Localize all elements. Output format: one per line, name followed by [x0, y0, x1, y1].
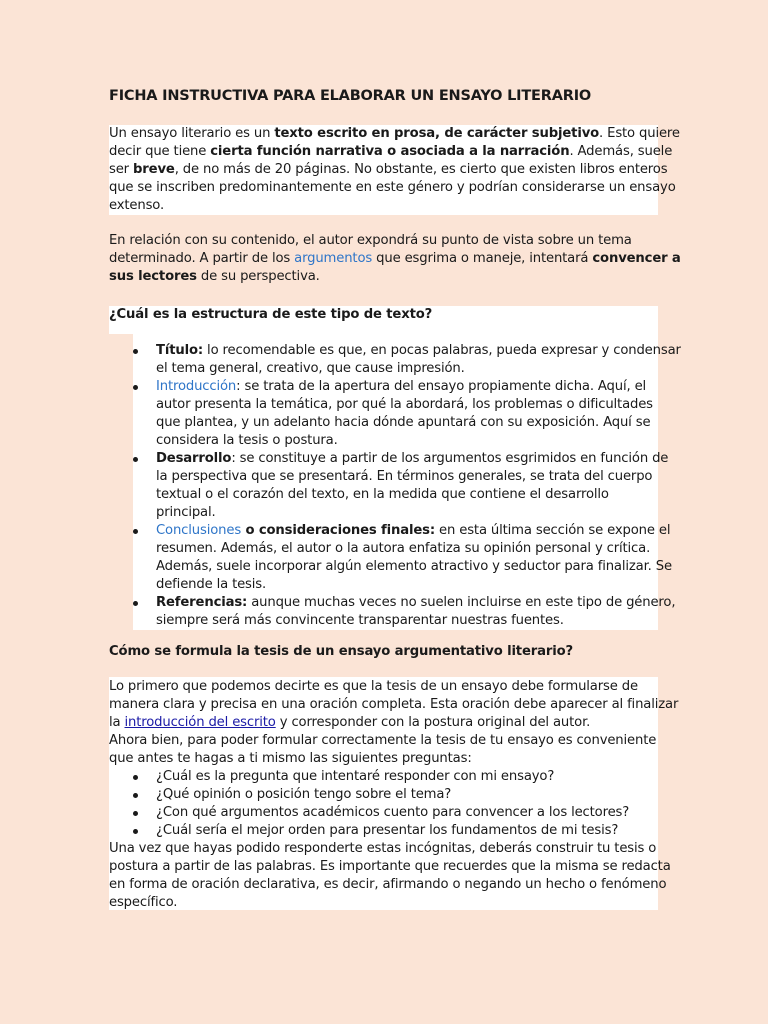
tesis-text: manera clara y precisa en una oración completa. Esta oración debe aparecer al finalizar [109, 697, 679, 712]
bullet-icon [133, 529, 138, 534]
item-label: o consideraciones finales: [241, 523, 435, 538]
tesis-text: y corresponder con la postura original del autor. [275, 715, 591, 730]
contenido-text: que esgrima o maneje, intentará [372, 251, 593, 266]
item-text: el tema general, creativo, que cause impresión. [156, 361, 465, 376]
tesis-text: postura a partir de las palabras. Es importante que recuerdes que la misma se redacta [109, 859, 671, 874]
tesis-text: Lo primero que podemos decirte es que la tesis de un ensayo debe formularse de [109, 679, 638, 694]
intro-text: que se inscriben predominantemente en este género y podrían considerarse un ensayo [109, 180, 676, 195]
question-item: ¿Cuál sería el mejor orden para presentar los fundamentos de mi tesis? [109, 822, 658, 840]
item-text: siempre será más convincente transparentar nuestras fuentes. [156, 613, 564, 628]
document-title: FICHA INSTRUCTIVA PARA ELABORAR UN ENSAYO LITERARIO [109, 88, 592, 104]
question-item: ¿Qué opinión o posición tengo sobre el tema? [109, 786, 658, 804]
estructura-heading: ¿Cuál es la estructura de este tipo de texto? [109, 306, 658, 334]
item-text: autor presenta la temática, por qué la abordará, los problemas o dificultades [156, 397, 653, 412]
item-text: que plantea, y un adelanto hacia dónde apuntará con su exposición. Aquí se [156, 415, 651, 430]
item-text: defiende la tesis. [156, 577, 267, 592]
contenido-text: de su perspectiva. [196, 269, 320, 284]
bullet-icon [133, 385, 138, 390]
item-text: resumen. Además, el autor o la autora enfatiza su opinión personal y crítica. [156, 541, 651, 556]
questions-list [109, 768, 658, 840]
list-item-conclusiones [109, 522, 672, 594]
list-item-titulo [109, 342, 681, 378]
contenido-bold: convencer a [592, 251, 681, 266]
bullet-icon [133, 775, 138, 780]
item-text: aunque muchas veces no suelen incluirse en este tipo de género, [247, 595, 676, 610]
intro-text: ser [109, 162, 133, 177]
bullet-icon [133, 829, 138, 834]
question-item: ¿Con qué argumentos académicos cuento para convencer a los lectores? [109, 804, 658, 822]
intro-bold: texto escrito en prosa, de carácter subjetivo [274, 126, 600, 141]
introduccion-link[interactable]: Introducción [156, 379, 237, 394]
item-label: Referencias: [156, 595, 248, 610]
item-text: textual o el corazón del texto, en la medida que contiene el desarrollo [156, 487, 609, 502]
bullet-icon [133, 457, 138, 462]
item-text: la perspectiva que se presentará. En términos generales, se trata del cuerpo [156, 469, 653, 484]
tesis-text: Ahora bien, para poder formular correctamente la tesis de tu ensayo es conveniente [109, 733, 657, 748]
intro-bold: breve [133, 162, 175, 177]
introduccion-escrito-link[interactable]: introducción del escrito [124, 715, 276, 730]
contenido-text: En relación con su contenido, el autor expondrá su punto de vista sobre un tema [109, 233, 632, 248]
item-text: en esta última sección se expone el [434, 523, 671, 538]
list-item-referencias [109, 594, 676, 630]
tesis-text: que antes te hagas a ti mismo las siguientes preguntas: [109, 751, 472, 766]
intro-text: . Además, suele [569, 144, 673, 159]
item-text: principal. [156, 505, 216, 520]
tesis-text: específico. [109, 895, 178, 910]
item-text: : se trata de la apertura del ensayo propiamente dicha. Aquí, el [236, 379, 647, 394]
intro-text: , de no más de 20 páginas. No obstante, es cierto que existen libros enteros [174, 162, 668, 177]
bullet-icon [133, 601, 138, 606]
list-item-introduccion [109, 378, 658, 450]
item-text: : se constituye a partir de los argumentos esgrimidos en función de [231, 451, 669, 466]
intro-bold: cierta función narrativa o asociada a la narración [210, 144, 570, 159]
conclusiones-link[interactable]: Conclusiones [156, 523, 242, 538]
item-label: Desarrollo [156, 451, 232, 466]
item-text: lo recomendable es que, en pocas palabras, pueda expresar y condensar [203, 343, 681, 358]
bullet-icon [133, 349, 138, 354]
bullet-icon [133, 811, 138, 816]
intro-text: Un ensayo literario es un [109, 126, 275, 141]
item-label: Título: [156, 343, 204, 358]
tesis-text: en forma de oración declarativa, es decir, afirmando o negando un hecho o fenómeno [109, 877, 667, 892]
list-item-desarrollo [109, 450, 669, 522]
intro-paragraph [109, 125, 680, 215]
contenido-paragraph [109, 232, 681, 286]
item-text: considera la tesis o postura. [156, 433, 338, 448]
intro-text: extenso. [109, 198, 165, 213]
estructura-list [109, 342, 681, 630]
contenido-bold: sus lectores [109, 269, 197, 284]
tesis-section [109, 677, 679, 910]
tesis-heading: Cómo se formula la tesis de un ensayo argumentativo literario? [109, 644, 573, 659]
question-item: ¿Cuál es la pregunta que intentaré responder con mi ensayo? [109, 768, 658, 786]
intro-text: . Esto quiere [599, 126, 680, 141]
contenido-text: determinado. A partir de los [109, 251, 295, 266]
tesis-text: Una vez que hayas podido responderte estas incógnitas, deberás construir tu tesis o [109, 841, 657, 856]
item-text: Además, suele incorporar algún elemento atractivo y seductor para finalizar. Se [156, 559, 672, 574]
intro-text: decir que tiene [109, 144, 211, 159]
tesis-text: la [109, 715, 125, 730]
argumentos-link[interactable]: argumentos [294, 251, 373, 266]
bullet-icon [133, 793, 138, 798]
